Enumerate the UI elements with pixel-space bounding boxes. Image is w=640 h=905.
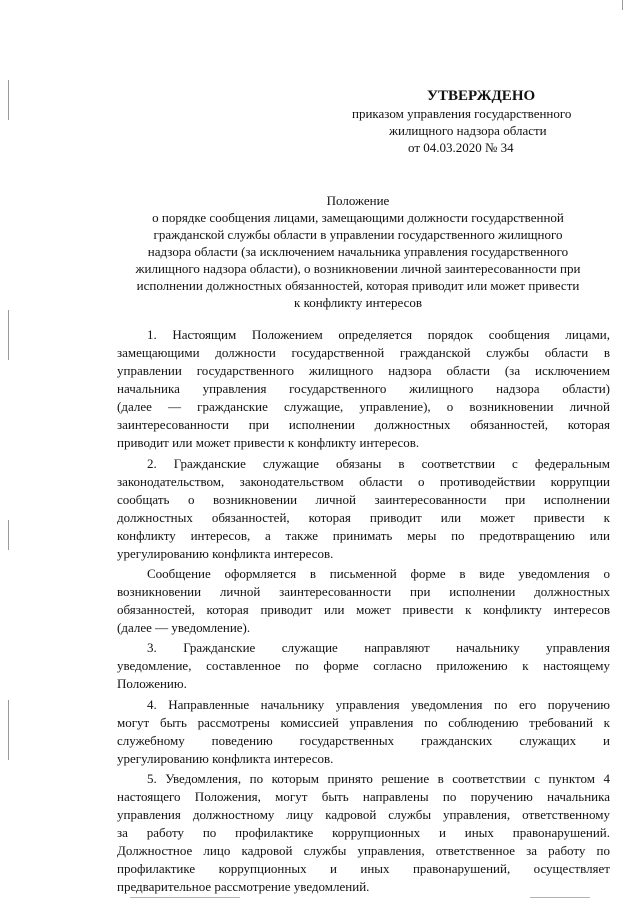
- paragraph-line: 1. Настоящим Положением определяется порядок сообщения лицами,: [147, 327, 610, 342]
- paragraph-line: конфликту интересов, а также принимать меры по предотвращению или: [117, 528, 610, 543]
- paragraph-line: управления должностному лицу кадровой службы управления, ответственному: [117, 807, 610, 822]
- paragraph-line: 2. Гражданские служащие обязаны в соответствии с федеральным: [147, 456, 610, 471]
- scan-edge-mark: [8, 520, 9, 550]
- paragraph-line: настоящего Положения, могут быть направлены по поручению начальника: [117, 789, 610, 804]
- paragraph-line: предварительное рассмотрение уведомлений.: [117, 879, 370, 894]
- approval-title: УТВЕРЖДЕНО: [427, 88, 536, 104]
- heading-line: гражданской службы области в управлении государственного жилищного: [153, 227, 563, 242]
- heading-line: к конфликту интересов: [294, 295, 422, 310]
- paragraph-line: приводит или может привести к конфликту интересов.: [117, 435, 420, 450]
- paragraph-line: замещающими должности государственной гражданской службы области в: [117, 345, 610, 360]
- paragraph-line: Сообщение оформляется в письменной форме в виде уведомления о: [147, 566, 610, 581]
- paragraph-line: заинтересованности при исполнении должностных обязанностей, которая: [117, 417, 610, 432]
- scan-edge-mark: [8, 310, 9, 360]
- paragraph-line: 3. Гражданские служащие направляют начальнику управления: [147, 640, 610, 655]
- paragraph-line: уведомление, составленное по форме согласно приложению к настоящему: [117, 658, 610, 673]
- paragraph-line: за работу по профилактике коррупционных и иных правонарушений.: [117, 825, 610, 840]
- heading-line: жилищного надзора области), о возникновении личной заинтересованности при: [135, 261, 581, 276]
- paragraph-line: служебному поведению государственных гражданских служащих и: [117, 733, 610, 748]
- paragraph-line: 5. Уведомления, по которым принято решение в соответствии с пунктом 4: [147, 771, 610, 786]
- paragraph-line: управлении государственного жилищного надзора области (за исключением: [117, 363, 610, 378]
- paragraph-line: урегулированию конфликта интересов.: [117, 751, 334, 766]
- paragraph-line: Положению.: [117, 676, 187, 691]
- paragraph-line: законодательством, законодательством области о противодействии коррупции: [117, 474, 610, 489]
- heading-line: исполнении должностных обязанностей, которая приводит или может привести: [136, 278, 580, 293]
- paragraph-line: 4. Направленные начальнику управления уведомления по его поручению: [147, 697, 610, 712]
- scan-edge-mark: [8, 700, 9, 760]
- scan-edge-mark: [8, 80, 9, 120]
- approval-line: жилищного надзора области: [389, 123, 547, 138]
- heading-line: о порядке сообщения лицами, замещающими должности государственной: [152, 210, 564, 225]
- heading-line: надзора области (за исключением начальника управления государственного: [147, 244, 569, 259]
- paragraph-line: сообщать о возникновении личной заинтересованности при исполнении: [117, 492, 610, 507]
- paragraph-line: урегулированию конфликта интересов.: [117, 546, 334, 561]
- approval-line: от 04.03.2020 № 34: [408, 140, 514, 155]
- scan-bottom-mark: [130, 897, 240, 898]
- paragraph-line: (далее — уведомление).: [117, 620, 251, 635]
- paragraph-line: должностных обязанностей, которая приводит или может привести к: [117, 510, 610, 525]
- paragraph-line: возникновении личной заинтересованности при исполнении должностных: [117, 584, 610, 599]
- approval-line: приказом управления государственного: [352, 106, 572, 121]
- paragraph-line: начальника управления государственного жилищного надзора области): [117, 381, 610, 396]
- paragraph-line: Должностное лицо кадровой службы управления, ответственное за работу по: [117, 843, 610, 858]
- scan-edge-mark: [622, 0, 623, 10]
- scan-bottom-mark: [530, 897, 590, 898]
- document-title: Положение: [326, 193, 390, 208]
- paragraph-line: обязанностей, которая приводит или может привести к конфликту интересов: [117, 602, 610, 617]
- paragraph-line: могут быть рассмотрены комиссией управления по соблюдению требований к: [117, 715, 610, 730]
- paragraph-line: (далее — гражданские служащие, управление), о возникновении личной: [117, 399, 610, 414]
- paragraph-line: профилактике коррупционных и иных правонарушений, осуществляет: [117, 861, 610, 876]
